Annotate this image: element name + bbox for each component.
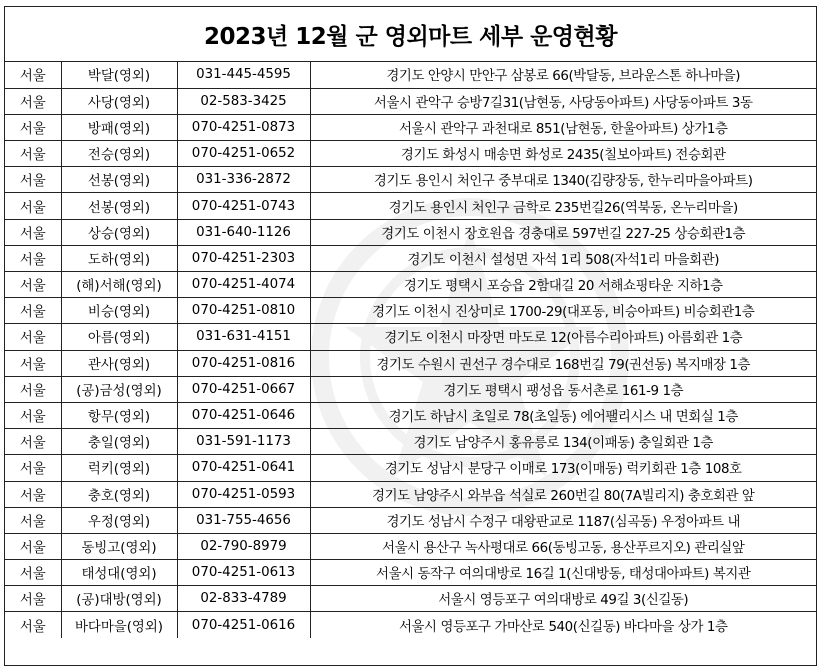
phone-cell: 02-583-3425	[177, 88, 310, 114]
store-name-cell: 선봉(영외)	[61, 167, 177, 193]
region-cell: 서울	[5, 62, 61, 88]
table-row	[5, 612, 816, 638]
phone-cell: 070-4251-0667	[177, 376, 310, 402]
table-row	[5, 350, 816, 376]
phone-cell: 031-640-1126	[177, 219, 310, 245]
table-row	[5, 62, 816, 88]
address-cell: 경기도 성남시 분당구 이매로 173(이매동) 럭키회관 1층 108호	[310, 455, 816, 481]
phone-cell: 070-4251-0646	[177, 402, 310, 428]
phone-cell: 031-591-1173	[177, 429, 310, 455]
table-row	[5, 298, 816, 324]
phone-cell: 070-4251-0616	[177, 612, 310, 638]
store-name-cell: 동빙고(영외)	[61, 533, 177, 559]
table-row	[5, 272, 816, 298]
region-cell: 서울	[5, 350, 61, 376]
phone-cell: 070-4251-4074	[177, 272, 310, 298]
region-cell: 서울	[5, 481, 61, 507]
store-name-cell: 선봉(영외)	[61, 193, 177, 219]
phone-cell: 031-755-4656	[177, 507, 310, 533]
region-cell: 서울	[5, 193, 61, 219]
store-name-cell: 바다마을(영외)	[61, 612, 177, 638]
region-cell: 서울	[5, 429, 61, 455]
table-row	[5, 455, 816, 481]
address-cell: 경기도 하남시 초일로 78(초일동) 에어팰리시스 내 면회실 1층	[310, 402, 816, 428]
store-name-cell: 충일(영외)	[61, 429, 177, 455]
store-table	[5, 62, 816, 638]
phone-cell: 031-445-4595	[177, 62, 310, 88]
address-cell: 경기도 이천시 장호원읍 경충대로 597번길 227-25 상승회관1층	[310, 219, 816, 245]
phone-cell: 070-4251-0641	[177, 455, 310, 481]
region-cell: 서울	[5, 560, 61, 586]
region-cell: 서울	[5, 245, 61, 271]
store-name-cell: 충호(영외)	[61, 481, 177, 507]
table-row	[5, 560, 816, 586]
table-row	[5, 429, 816, 455]
store-name-cell: (해)서해(영외)	[61, 272, 177, 298]
table-row	[5, 245, 816, 271]
address-cell: 경기도 용인시 처인구 금학로 235번길26(역북동, 온누리마을)	[310, 193, 816, 219]
address-cell: 경기도 성남시 수정구 대왕판교로 1187(심곡동) 우정아파트 내	[310, 507, 816, 533]
phone-cell: 070-4251-0613	[177, 560, 310, 586]
region-cell: 서울	[5, 376, 61, 402]
table-row	[5, 193, 816, 219]
phone-cell: 070-4251-2303	[177, 245, 310, 271]
store-name-cell: 상승(영외)	[61, 219, 177, 245]
region-cell: 서울	[5, 114, 61, 140]
table-row	[5, 324, 816, 350]
table-row	[5, 481, 816, 507]
address-cell: 경기도 화성시 매송면 화성로 2435(칠보아파트) 전승회관	[310, 141, 816, 167]
region-cell: 서울	[5, 612, 61, 638]
page-title: 2023년 12월 군 영외마트 세부 운영현황	[5, 7, 816, 62]
address-cell: 서울시 관악구 승방7길31(남현동, 사당동아파트) 사당동아파트 3동	[310, 88, 816, 114]
table-row	[5, 88, 816, 114]
address-cell: 경기도 안양시 만안구 삼봉로 66(박달동, 브라운스톤 하나마을)	[310, 62, 816, 88]
store-name-cell: 방패(영외)	[61, 114, 177, 140]
store-name-cell: 관사(영외)	[61, 350, 177, 376]
region-cell: 서울	[5, 533, 61, 559]
address-cell: 경기도 평택시 팽성읍 동서촌로 161-9 1층	[310, 376, 816, 402]
store-name-cell: 항무(영외)	[61, 402, 177, 428]
phone-cell: 031-631-4151	[177, 324, 310, 350]
store-name-cell: 아름(영외)	[61, 324, 177, 350]
address-cell: 경기도 수원시 권선구 경수대로 168번길 79(권선동) 복지매장 1층	[310, 350, 816, 376]
phone-cell: 070-4251-0743	[177, 193, 310, 219]
region-cell: 서울	[5, 167, 61, 193]
address-cell: 서울시 영등포구 여의대방로 49길 3(신길동)	[310, 586, 816, 612]
address-cell: 경기도 이천시 마장면 마도로 12(아름수리아파트) 아름회관 1층	[310, 324, 816, 350]
store-name-cell: 도하(영외)	[61, 245, 177, 271]
address-cell: 서울시 관악구 과천대로 851(남현동, 한울아파트) 상가1층	[310, 114, 816, 140]
table-row	[5, 114, 816, 140]
address-cell: 서울시 영등포구 가마산로 540(신길동) 바다마을 상가 1층	[310, 612, 816, 638]
phone-cell: 070-4251-0652	[177, 141, 310, 167]
phone-cell: 070-4251-0810	[177, 298, 310, 324]
region-cell: 서울	[5, 219, 61, 245]
phone-cell: 02-833-4789	[177, 586, 310, 612]
address-cell: 경기도 남양주시 와부읍 석실로 260번길 80(7A빌리지) 충호회관 앞	[310, 481, 816, 507]
region-cell: 서울	[5, 272, 61, 298]
region-cell: 서울	[5, 402, 61, 428]
region-cell: 서울	[5, 88, 61, 114]
phone-cell: 031-336-2872	[177, 167, 310, 193]
address-cell: 경기도 용인시 처인구 중부대로 1340(김량장동, 한누리마을아파트)	[310, 167, 816, 193]
region-cell: 서울	[5, 507, 61, 533]
phone-cell: 02-790-8979	[177, 533, 310, 559]
region-cell: 서울	[5, 324, 61, 350]
address-cell: 서울시 용산구 녹사평대로 66(동빙고동, 용산푸르지오) 관리실앞	[310, 533, 816, 559]
phone-cell: 070-4251-0873	[177, 114, 310, 140]
store-name-cell: 우정(영외)	[61, 507, 177, 533]
address-cell: 경기도 이천시 진상미로 1700-29(대포동, 비승아파트) 비승회관1층	[310, 298, 816, 324]
store-name-cell: 박달(영외)	[61, 62, 177, 88]
phone-cell: 070-4251-0816	[177, 350, 310, 376]
table-row	[5, 167, 816, 193]
region-cell: 서울	[5, 455, 61, 481]
address-cell: 경기도 남양주시 홍유릉로 134(이패동) 충일회관 1층	[310, 429, 816, 455]
region-cell: 서울	[5, 298, 61, 324]
store-name-cell: 사당(영외)	[61, 88, 177, 114]
address-cell: 서울시 동작구 여의대방로 16길 1(신대방동, 태성대아파트) 복지관	[310, 560, 816, 586]
store-name-cell: (공)대방(영외)	[61, 586, 177, 612]
table-row	[5, 533, 816, 559]
store-name-cell: (공)금성(영외)	[61, 376, 177, 402]
store-name-cell: 럭키(영외)	[61, 455, 177, 481]
store-status-sheet	[4, 6, 817, 666]
address-cell: 경기도 이천시 설성면 자석 1리 508(자석1리 마을회관)	[310, 245, 816, 271]
address-cell: 경기도 평택시 포승읍 2함대길 20 서해쇼핑타운 지하1층	[310, 272, 816, 298]
table-row	[5, 586, 816, 612]
store-name-cell: 전승(영외)	[61, 141, 177, 167]
region-cell: 서울	[5, 141, 61, 167]
store-name-cell: 태성대(영외)	[61, 560, 177, 586]
region-cell: 서울	[5, 586, 61, 612]
table-row	[5, 402, 816, 428]
table-row	[5, 219, 816, 245]
table-row	[5, 507, 816, 533]
table-row	[5, 376, 816, 402]
phone-cell: 070-4251-0593	[177, 481, 310, 507]
store-name-cell: 비승(영외)	[61, 298, 177, 324]
table-row	[5, 141, 816, 167]
